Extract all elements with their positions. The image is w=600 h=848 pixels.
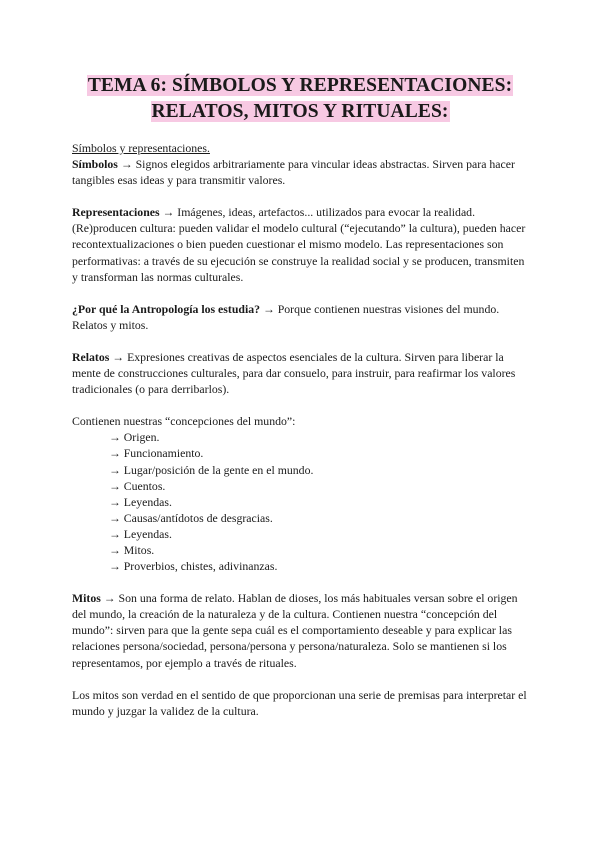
mitos-paragraph — [72, 590, 532, 670]
list-item: → Leyendas. — [109, 526, 172, 541]
section-heading: Símbolos y representaciones. — [72, 141, 210, 155]
representaciones-term: Representaciones — [72, 205, 160, 220]
concepciones-list — [72, 429, 532, 574]
list-item: → Origen. — [109, 430, 160, 445]
mitos-definition: Son una forma de relato. Hablan de dioses, los más habituales versan sobre el origen del mundo, la creación de la naturaleza y de la cultura. Contienen nuestra “concepción del mundo”: sirven para que la gente sepa cuál es el comportamiento deseable y para explicar las relaciones persona/sociedad, persona/persona y persona/naturaleza. Solo se mantienen si los representamos, por ejemplo a través de rituales. — [72, 591, 518, 670]
pregunta-answer: Porque contienen nuestras visiones del mundo. — [277, 301, 500, 316]
list-item: → Proverbios, chistes, adivinanzas. — [109, 559, 278, 574]
page-title — [0, 73, 600, 125]
arrow: → — [100, 591, 119, 606]
pregunta-term: ¿Por qué la Antropología los estudia? — [72, 301, 261, 316]
simbolos-term: Símbolos — [72, 157, 118, 172]
arrow: → — [159, 205, 178, 220]
title-line-2: RELATOS, MITOS Y RITUALES: — [151, 101, 449, 122]
relatos-definition: Expresiones creativas de aspectos esenciales de la cultura. Sirven para liberar la mente de construcciones culturales, para dar consuelo, para instruir, para reafirmar los valores tradicionales (o para derribarlos). — [72, 349, 516, 397]
relatos-mitos-heading: Relatos y mitos. — [72, 317, 149, 332]
simbolos-definition: Signos elegidos arbitrariamente para vincular ideas abstractas. Sirven para hacer tangibles esas ideas y para transmitir valores. — [72, 157, 515, 188]
list-item: → Causas/antídotos de desgracias. — [109, 510, 273, 525]
representaciones-definition: Imágenes, ideas, artefactos... utilizados para evocar la realidad. (Re)producen cultura: pueden validar el modelo cultural (“ejecutando” la cultura), pueden hacer recontextualizaciones o bien pueden cuestionar el mismo modelo. Las representaciones son performativas: a través de su ejecución se construye la realidad social y se producen, transmiten y transforman las normas culturales. — [72, 205, 526, 284]
relatos-paragraph — [72, 349, 532, 397]
title-line-1: TEMA 6: SÍMBOLOS Y REPRESENTACIONES: — [87, 75, 513, 96]
arrow: → — [260, 301, 278, 316]
list-item: → Leyendas. — [109, 494, 172, 509]
mitos-term: Mitos — [72, 591, 101, 606]
simbolos-paragraph — [72, 156, 532, 188]
list-item: → Mitos. — [109, 542, 155, 557]
document-body — [72, 140, 532, 719]
list-item: → Funcionamiento. — [109, 446, 204, 461]
representaciones-paragraph — [72, 204, 532, 284]
mitos-verdad-paragraph: Los mitos son verdad en el sentido de que proporcionan una serie de premisas para interpretar el mundo y juzgar la validez de la cultura. — [72, 687, 527, 718]
relatos-term: Relatos — [72, 349, 110, 364]
pregunta-paragraph — [72, 301, 532, 317]
list-item: → Cuentos. — [109, 478, 166, 493]
arrow: → — [109, 349, 128, 364]
concepciones-intro: Contienen nuestras “concepciones del mundo”: — [72, 414, 296, 429]
list-item: → Lugar/posición de la gente en el mundo. — [109, 462, 314, 477]
arrow: → — [117, 157, 136, 172]
